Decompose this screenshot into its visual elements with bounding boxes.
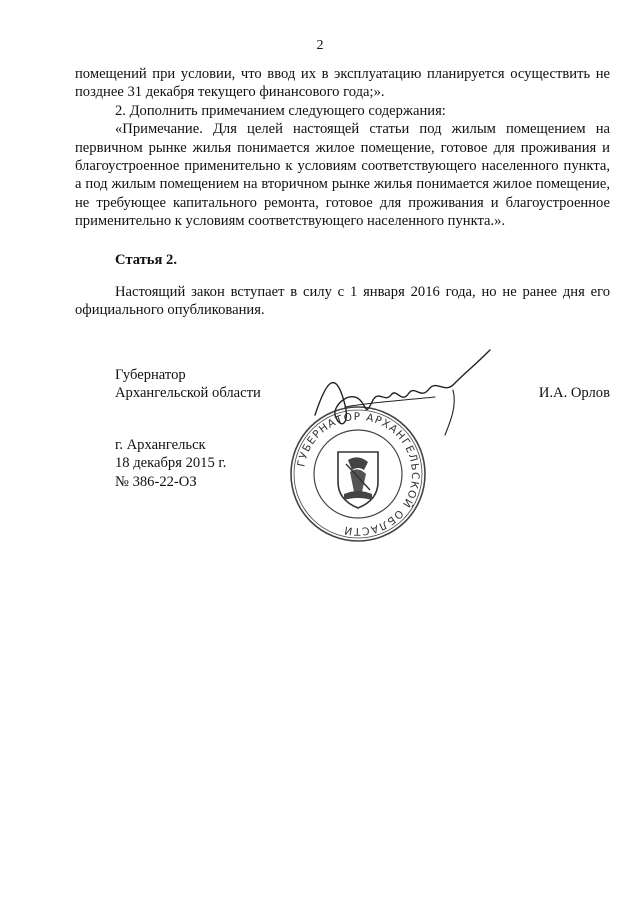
paragraph-entry-into-force: Настоящий закон вступает в силу с 1 января 2016 года, но не ранее дня его официального опубликования.: [75, 284, 610, 319]
signatory-name: И.А. Орлов: [538, 385, 610, 401]
signature-mark: [305, 345, 505, 445]
place-date-block: [115, 436, 226, 491]
article-title: Статья 2.: [115, 251, 177, 268]
signatory-position: [115, 366, 261, 403]
paragraph-amendment-2: 2. Дополнить примечанием следующего содержания:: [115, 102, 446, 119]
seal-text: ГУБЕРНАТОР АРХАНГЕЛЬСКОЙ ОБЛАСТИ: [295, 410, 422, 538]
law-number: № 386-22-ОЗ: [115, 473, 197, 490]
document-body: [75, 65, 610, 320]
coat-of-arms-icon: [338, 452, 378, 508]
city: г. Архангельск: [115, 437, 206, 453]
paragraph-note: «Примечание. Для целей настоящей статьи под жилым помещением на первичном рынке жилья понимается жилое помещение, готовое для проживания и благоустроенное применительно к условиям соответствующего населенного пункта, а под жилым помещением на вторичном рынке жилья понимается жилое помещение, не требующее капитального ремонта, готовое для проживания и благоустроенное применительно к условиям соответствующего населенного пункта.».: [75, 121, 610, 230]
signatory-position-line1: Губернатор: [115, 367, 186, 383]
signatory-position-line2: Архангельской области: [115, 385, 261, 402]
page-number: 2: [316, 38, 324, 53]
paragraph-continuation: помещений при условии, что ввод их в эксплуатацию планируется осуществить не позднее 31 декабря текущего финансового года;».: [75, 66, 610, 101]
date: 18 декабря 2015 г.: [115, 455, 227, 472]
